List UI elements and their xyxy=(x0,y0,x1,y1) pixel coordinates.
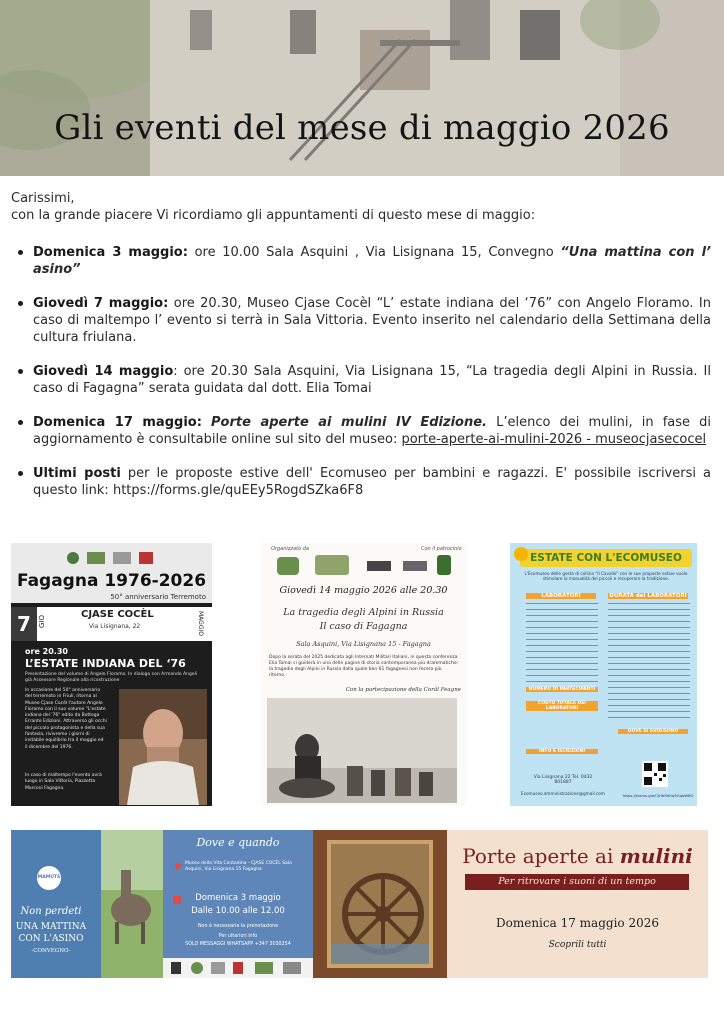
building-photo xyxy=(0,0,724,176)
poster-asino xyxy=(11,830,163,978)
poster5-heading: Dove e quando xyxy=(196,836,280,849)
event-date: Ultimi posti xyxy=(33,466,121,481)
header-banner xyxy=(0,0,724,176)
event-item-4 xyxy=(11,414,711,448)
poster-alpini xyxy=(261,543,466,806)
poster1-time: ore 20.30 xyxy=(25,647,68,656)
poster-porte-aperte xyxy=(447,830,708,978)
poster1-photo xyxy=(119,689,207,805)
poster5-venue: Museo della Vita Contadina - CJASE COCÈL Sala Asquini, Via Lisignana 15 Fagagna xyxy=(185,861,292,872)
poster3-col-right xyxy=(608,603,690,723)
event-text: ore 10.00 Sala Asquini , Via Lisignana 15, Convegno xyxy=(187,245,561,260)
poster3-url: https://forms.gle/CJHbRdhq9GqoW8G xyxy=(622,793,694,798)
poster3-col-left xyxy=(526,603,598,683)
poster5-logos xyxy=(163,958,313,978)
intro-line: con la grande piacere Vi ricordiamo gli appuntamenti di questo mese di maggio: xyxy=(11,208,536,223)
poster5-note3: SOLO MESSAGGI WHATSAPP +347 3030254 xyxy=(185,942,291,947)
poster1-subtitle: 50° anniversario Terremoto xyxy=(110,593,206,601)
poster1-body: In occasione del 50° anniversario del terremoto in Friuli, ritorna al Museo Cjase Cocèl l'autore Angelo Floramo con il suo volume "L'estate indiana del '76" edito da Bottega Errante Edizioni. Attraverso gli occhi del piccolo protagonista e della sua fantasia, rivivremo i giorni di instabile equilibrio tra il maggio ed il dicembre del 1976. xyxy=(25,688,107,750)
poster1-address: Via Lisignana, 22 xyxy=(89,623,141,630)
poster3-title: ESTATE CON L'ECOMUSEO xyxy=(520,549,692,567)
poster4-line4: -CONVEGNO- xyxy=(31,948,71,954)
poster-estate-indiana xyxy=(11,543,212,806)
location-pin-icon xyxy=(175,863,181,869)
poster1-desc: Presentazione del volume di Angelo Floramo. In dialogo con Armando Angeli già Assessore Regionale alla ricostruzione xyxy=(25,672,198,683)
events-list xyxy=(11,244,711,516)
poster3-contact: Via Lisignana 22 Tel. 0432 801887 xyxy=(533,775,593,785)
poster4-badge: MAMUTS xyxy=(37,866,61,890)
poster3-cost-heading: COSTO TOTALE DEI LABORATORI xyxy=(526,701,598,711)
poster7-title xyxy=(447,844,708,868)
poster7-date: Domenica 17 maggio 2026 xyxy=(496,916,659,930)
mulini-link[interactable]: porte-aperte-ai-mulini-2026 - museocjasecocel xyxy=(401,432,707,447)
poster2-desc: Dopo la serata del 2025 dedicata agli Internati Militari Italiani, in questa conferenza Elia Tomai ci guiderà in una delle pagine di storia contemporanea più drammatiche: la tragedia degli Alpini in Russia dalla quale ben 61 fagagnesi non fecero più ritorno. xyxy=(269,655,459,678)
poster1-weekday: GIO xyxy=(38,615,46,628)
poster1-month: MAGGIO xyxy=(197,611,204,636)
poster3-intro: L'Ecomuseo delle gesta di collina "Il Cavallo" con le sue proposte estive vuole stimolare la manualità dei piccoli e recuperare la tradizione. xyxy=(524,571,688,582)
poster3-email: Ecomuseo.amministrazione@gmail.com xyxy=(521,791,605,796)
poster1-event: L’ESTATE INDIANA DEL ‘76 xyxy=(25,657,186,670)
sun-icon xyxy=(514,547,528,561)
poster3-dur-heading: DURATA dei LABORATORI xyxy=(609,593,687,599)
poster2-venue: Sala Asquini, Via Lisignana 15 - Fagagna xyxy=(296,640,431,648)
poster7-title1: Porte aperte ai xyxy=(462,844,614,868)
event-date: Domenica 3 maggio: xyxy=(33,245,188,260)
poster4-line3: CON L'ASINO xyxy=(18,934,84,944)
poster1-title: Fagagna 1976-2026 xyxy=(16,571,207,591)
event-date: Giovedì 14 maggio xyxy=(33,364,174,379)
poster2-logos xyxy=(277,555,457,577)
event-date: Domenica 17 maggio: xyxy=(33,415,202,430)
event-title: Porte aperte ai mulini IV Edizione. xyxy=(211,415,487,430)
event-title: “Una mattina con l’ asino” xyxy=(33,245,711,277)
poster3-where-heading: DOVE SI SVOLGONO xyxy=(618,729,688,734)
event-text: per le proposte estive dell' Ecomuseo per bambini e ragazzi. E' possibile iscriversi a questo link: https://forms.gle/quEEy5RogdSZka6F8 xyxy=(33,466,712,498)
poster7-title2: mulini xyxy=(619,844,693,868)
poster3-info-heading: INFO E ISCRIZIONI xyxy=(526,749,598,754)
event-item-1 xyxy=(11,244,711,278)
poster2-date: Giovedì 14 maggio 2026 alle 20.30 xyxy=(279,585,448,596)
event-item-2 xyxy=(11,295,711,346)
poster2-title1: La tragedia degli Alpini in Russia xyxy=(283,607,444,618)
event-item-3 xyxy=(11,363,711,397)
poster7-cta: Scoprili tutti xyxy=(548,940,607,950)
poster3-age-heading: NUMERO DI PARTECIPANTI xyxy=(526,687,598,692)
poster1-venue: CJASE COCÈL xyxy=(81,609,154,620)
donkey-photo xyxy=(101,830,163,978)
intro-greeting: Carissimi, xyxy=(11,191,75,206)
poster5-date: Domenica 3 maggio xyxy=(195,893,281,903)
poster1-day: 7 xyxy=(11,607,37,641)
event-item-5 xyxy=(11,465,711,499)
poster1-rain: In caso di maltempo l'evento avrà luogo in Sala Vittoria, Piazzetta Marconi Fagagna. xyxy=(25,773,102,791)
poster-dove-quando xyxy=(163,830,313,978)
poster-estate-ecomuseo xyxy=(510,543,697,806)
watermill-image xyxy=(313,830,447,978)
poster2-org-label: Organizzato da xyxy=(271,546,309,552)
poster2-photo xyxy=(267,698,457,803)
poster2-choir: Con la partecipazione della Corâl Feagne xyxy=(345,687,461,693)
poster4-line1: Non perdeti xyxy=(20,906,82,917)
intro xyxy=(11,190,711,224)
poster3-lab-heading: LABORATORI xyxy=(526,593,596,599)
poster2-patron-label: Con il patrocinio xyxy=(421,546,462,552)
poster5-time: Dalle 10.00 alle 12.00 xyxy=(191,906,285,916)
poster7-subtitle: Per ritrovare i suoni di un tempo xyxy=(465,874,689,890)
event-text: ore 20.30, Museo Cjase Cocèl “L’ estate indiana del ‘76” con Angelo Floramo. In caso di maltempo l’ evento si terrà in Sala Vittoria. Evento inserito nel calendario della Settimana della cultura friulana. xyxy=(33,296,711,345)
poster4-line2: UNA MATTINA xyxy=(15,922,87,932)
poster-mulino-painting xyxy=(313,830,447,978)
event-text: L’elenco dei mulini, in fase di aggiornamento è consultabile online sul sito del museo: xyxy=(33,415,712,447)
poster2-title2: Il caso di Fagagna xyxy=(319,621,408,632)
poster5-note2: Per ulteriori info xyxy=(218,934,258,939)
event-date: Giovedì 7 maggio: xyxy=(33,296,169,311)
page-title: Gli eventi del mese di maggio 2026 xyxy=(54,108,670,148)
poster5-note1: Non è necessaria la prenotazione xyxy=(197,924,279,929)
qr-code-icon xyxy=(642,761,668,787)
event-text: : ore 20.30 Sala Asquini, Via Lisignana 15, “La tragedia degli Alpini in Russia. Il caso di Fagagna” serata guidata dal dott. Elia Tomai xyxy=(33,364,711,396)
poster1-logos xyxy=(67,549,157,563)
